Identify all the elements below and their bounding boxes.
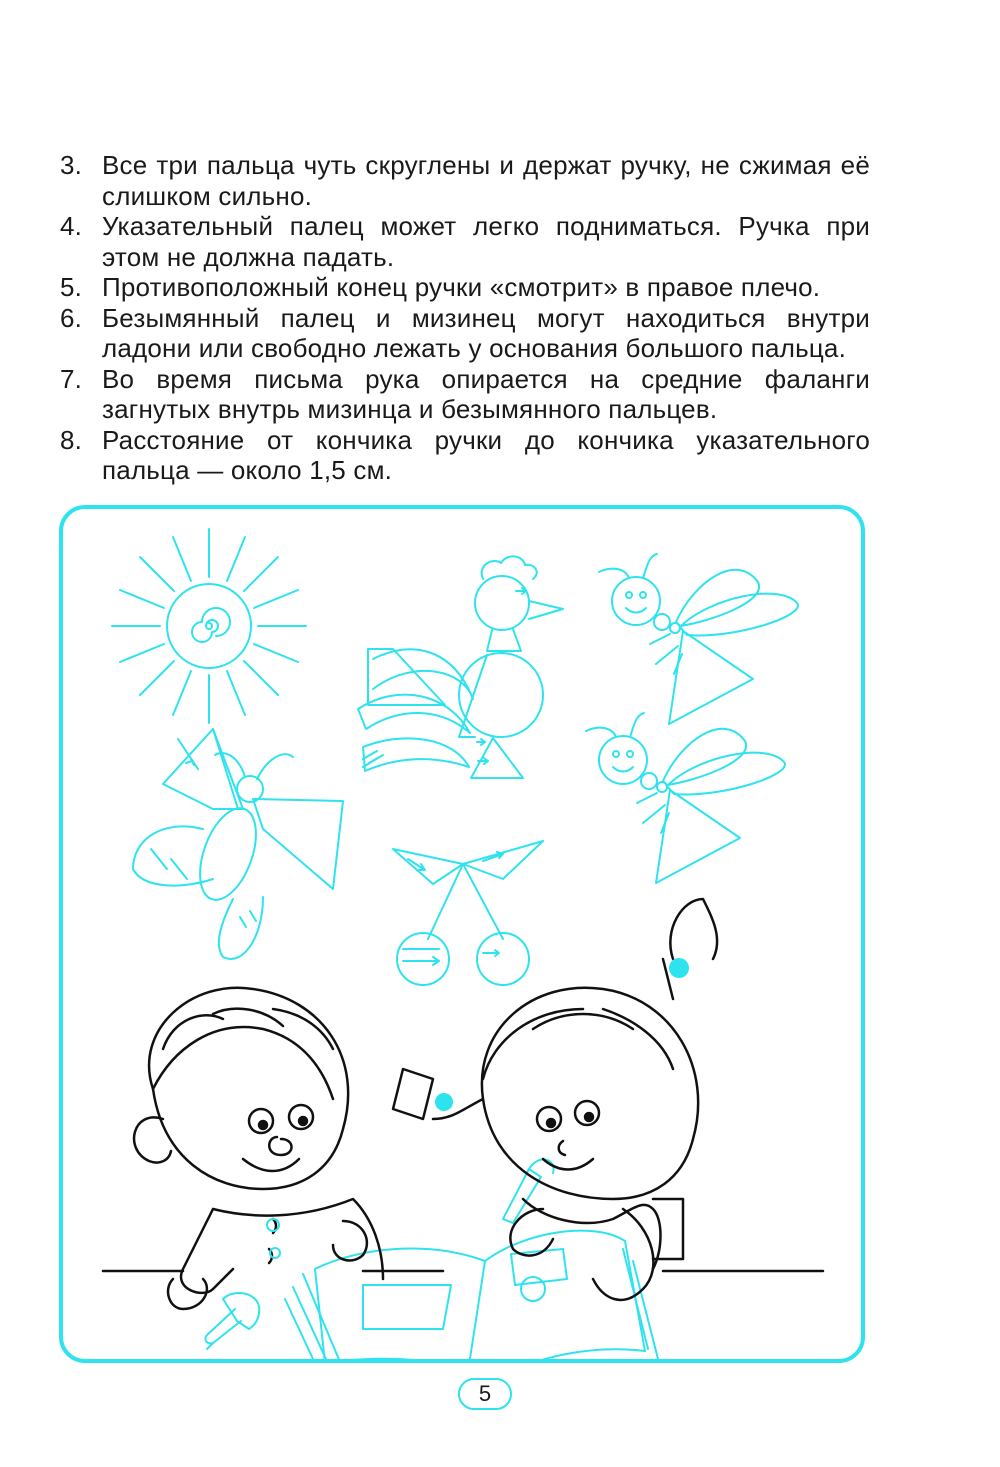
instruction-text: Безымянный палец и мизинец могут находиться внутри ладони или свободно лежать у основания большого пальца.	[102, 302, 870, 363]
instruction-item-8: 8. Расстояние от кончика ручки до кончика указательного пальца — около 1,5 см.	[60, 424, 870, 485]
illustration	[63, 509, 861, 1359]
instruction-text: Указательный палец может легко подниматься. Ручка при этом не должна падать.	[102, 211, 870, 272]
butterfly-drawing	[133, 729, 343, 959]
instruction-item-7: 7. Во время письма рука опирается на средние фаланги загнутых внутрь мизинца и безымянного пальцев.	[60, 363, 870, 424]
instruction-text: Противоположный конец ручки «смотрит» в правое плечо.	[102, 272, 821, 302]
sun-drawing	[112, 529, 306, 723]
boy-figure	[134, 988, 383, 1309]
instruction-item-3: 3. Все три пальца чуть скруглены и держат ручку, не сжимая её слишком сильно.	[60, 150, 870, 211]
instruction-item-5: 5. Противоположный конец ручки «смотрит» в правое плечо.	[60, 272, 821, 302]
cherries-drawing	[393, 841, 543, 985]
hair-tie-right	[669, 958, 689, 978]
instruction-text: Расстояние от кончика ручки до кончика указательного пальца — около 1,5 см.	[102, 424, 870, 485]
page-number: 5	[458, 1378, 512, 1410]
hair-tie-left	[435, 1093, 453, 1111]
instruction-item-6: 6. Безымянный палец и мизинец могут находиться внутри ладони или свободно лежать у основания большого пальца.	[60, 302, 870, 363]
instruction-text: Во время письма рука опирается на средние фаланги загнутых внутрь мизинца и безымянного пальцев.	[102, 363, 870, 424]
open-book	[285, 1231, 658, 1359]
rooster-drawing	[358, 556, 563, 778]
dragonfly-drawing	[599, 554, 798, 724]
dragonfly-drawing-2	[586, 713, 785, 883]
instructions-list	[60, 150, 870, 486]
instruction-item-4: 4. Указательный палец может легко подниматься. Ручка при этом не должна падать.	[60, 211, 870, 272]
instruction-text: Все три пальца чуть скруглены и держат ручку, не сжимая её слишком сильно.	[102, 150, 870, 211]
